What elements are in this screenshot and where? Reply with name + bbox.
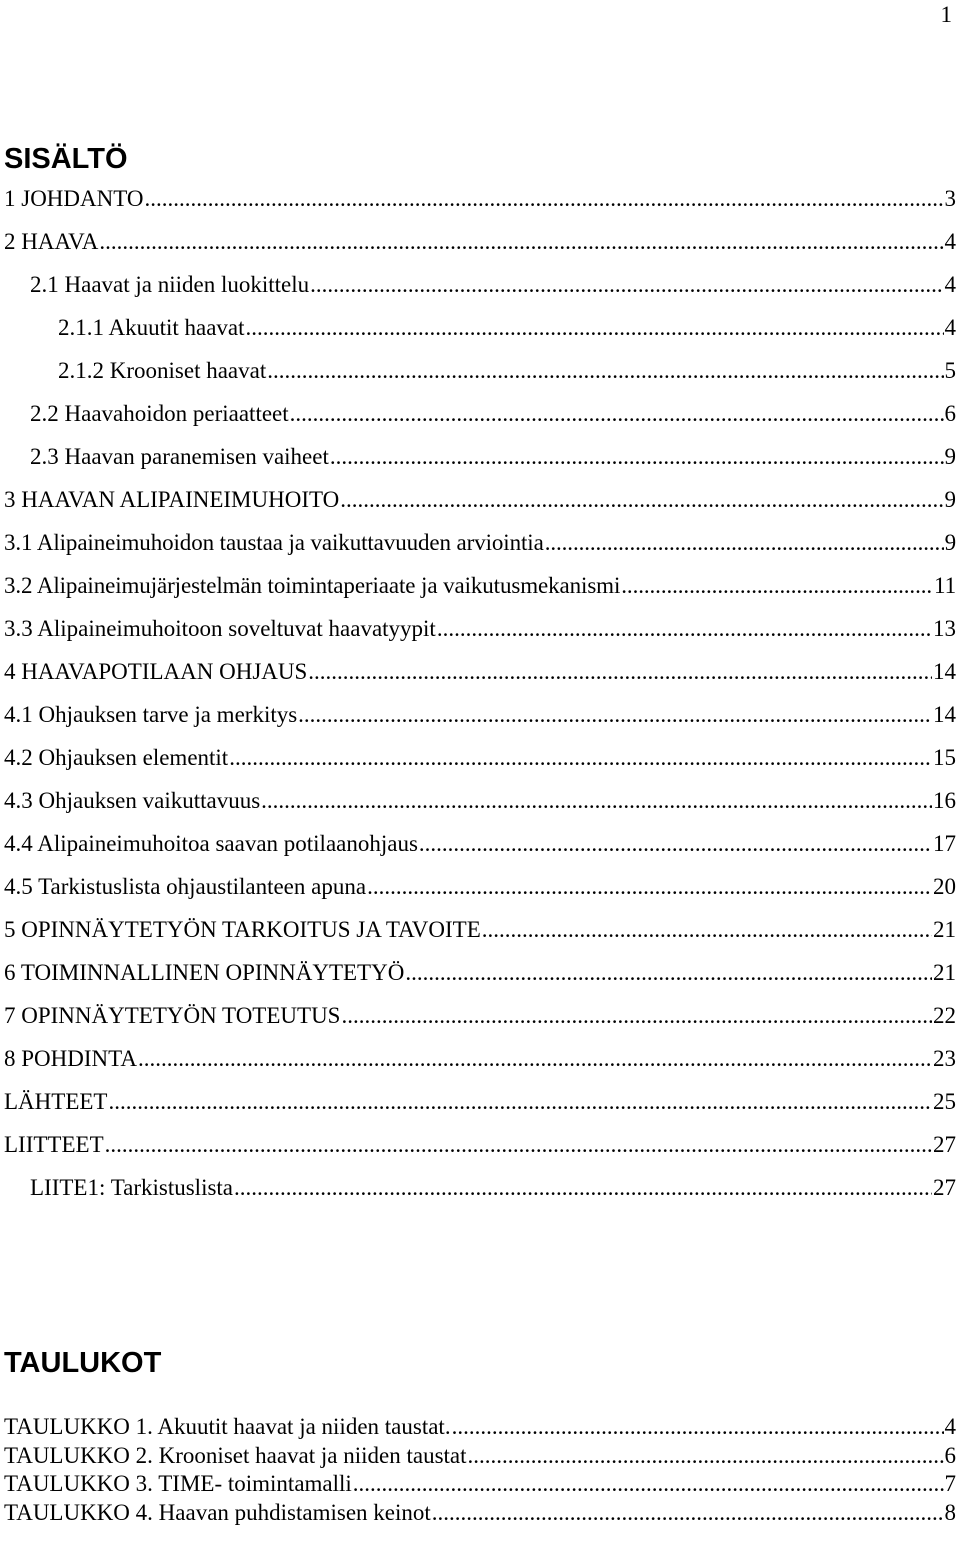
dot-leader	[267, 349, 943, 392]
entry-title: TAULUKKO 3. TIME- toimintamalli	[4, 1471, 352, 1497]
toc-entry[interactable]	[0, 1166, 958, 1209]
entry-page-number: 6	[944, 401, 956, 426]
entry-page-number: 4	[944, 272, 956, 297]
toc-entry[interactable]	[0, 994, 958, 1037]
entry-page-number: 9	[944, 444, 956, 469]
toc-entry[interactable]	[0, 951, 958, 994]
entry-page-number: 9	[944, 487, 956, 512]
toc-entry[interactable]	[0, 1413, 958, 1442]
entry-title: 3.2 Alipaineimujärjestelmän toimintaperiaate ja vaikutusmekanismi	[4, 573, 621, 598]
toc-entry[interactable]	[0, 1442, 958, 1471]
entry-page-number: 22	[933, 1003, 956, 1028]
toc-entry[interactable]	[0, 650, 958, 693]
dot-leader	[468, 1442, 944, 1471]
dot-leader	[108, 1080, 932, 1123]
toc-entry[interactable]	[0, 521, 958, 564]
dot-leader	[437, 607, 932, 650]
toc-heading: SISÄLTÖ	[4, 143, 128, 175]
entry-page-number: 3	[944, 186, 956, 211]
dot-leader	[246, 306, 944, 349]
toc-entry[interactable]	[0, 1499, 958, 1528]
toc-entry[interactable]	[0, 1080, 958, 1123]
dot-leader	[310, 263, 943, 306]
entry-page-number: 21	[933, 960, 956, 985]
entry-page-number: 5	[944, 358, 956, 383]
toc-entry[interactable]	[0, 478, 958, 521]
dot-leader	[340, 478, 943, 521]
entry-title: 5 OPINNÄYTETYÖN TARKOITUS JA TAVOITE	[4, 917, 481, 942]
dot-leader	[229, 736, 932, 779]
entry-title: 6 TOIMINNALLINEN OPINNÄYTETYÖ	[4, 960, 405, 985]
toc-entry[interactable]	[0, 1037, 958, 1080]
dot-leader	[432, 1499, 944, 1528]
dot-leader	[367, 865, 932, 908]
toc-list	[0, 177, 958, 1209]
entry-title: 8 POHDINTA	[4, 1046, 137, 1071]
entry-title: 4.3 Ohjauksen vaikuttavuus	[4, 788, 261, 813]
entry-title: TAULUKKO 2. Krooniset haavat ja niiden taustat	[4, 1442, 467, 1468]
toc-entry[interactable]	[0, 908, 958, 951]
dot-leader	[105, 1123, 932, 1166]
entry-title: 2.3 Haavan paranemisen vaiheet	[30, 444, 329, 469]
toc-entry[interactable]	[0, 736, 958, 779]
entry-title: TAULUKKO 1. Akuutit haavat ja niiden taustat.	[4, 1414, 451, 1439]
toc-entry[interactable]	[0, 392, 958, 435]
page-number: 1	[940, 2, 952, 27]
entry-title: 1 JOHDANTO	[4, 186, 144, 211]
entry-page-number: 7	[944, 1471, 956, 1497]
entry-title: 2 HAAVA	[4, 229, 99, 254]
entry-title: LIITTEET	[4, 1132, 104, 1157]
entry-page-number: 13	[933, 616, 956, 641]
entry-title: 2.1 Haavat ja niiden luokittelu	[30, 272, 310, 297]
entry-title: 4.4 Alipaineimuhoitoa saavan potilaanohjaus	[4, 831, 418, 856]
entry-title: 3 HAAVAN ALIPAINEIMUHOITO	[4, 487, 340, 512]
toc-entry[interactable]	[0, 865, 958, 908]
toc-entry[interactable]	[0, 779, 958, 822]
entry-page-number: 15	[933, 745, 956, 770]
toc-entry[interactable]	[0, 349, 958, 392]
dot-leader	[419, 822, 932, 865]
entry-title: 4 HAAVAPOTILAAN OHJAUS	[4, 659, 308, 684]
entry-page-number: 14	[933, 659, 956, 684]
entry-title: 2.1.2 Krooniset haavat	[58, 358, 267, 383]
entry-title: 4.5 Tarkistuslista ohjaustilanteen apuna	[4, 874, 367, 899]
dot-leader	[405, 951, 932, 994]
dot-leader	[308, 650, 932, 693]
dot-leader	[261, 779, 932, 822]
tables-list	[0, 1413, 958, 1528]
entry-page-number: 21	[933, 917, 956, 942]
entry-page-number: 23	[933, 1046, 956, 1071]
entry-page-number: 4	[944, 315, 956, 340]
entry-title: 4.1 Ohjauksen tarve ja merkitys	[4, 702, 298, 727]
entry-page-number: 16	[933, 788, 956, 813]
dot-leader	[482, 908, 932, 951]
dot-leader	[145, 177, 944, 220]
toc-entry[interactable]	[0, 693, 958, 736]
entry-page-number: 4	[944, 1414, 956, 1439]
entry-title: LIITE1: Tarkistuslista	[30, 1175, 234, 1200]
toc-entry[interactable]	[0, 306, 958, 349]
entry-page-number: 14	[933, 702, 956, 727]
dot-leader	[341, 994, 932, 1037]
toc-entry[interactable]	[0, 607, 958, 650]
entry-title: LÄHTEET	[4, 1089, 108, 1114]
entry-title: 2.2 Haavahoidon periaatteet	[30, 401, 289, 426]
dot-leader	[330, 435, 944, 478]
toc-entry[interactable]	[0, 435, 958, 478]
entry-page-number: 4	[944, 229, 956, 254]
entry-page-number: 20	[933, 874, 956, 899]
entry-page-number: 9	[944, 530, 956, 555]
dot-leader	[290, 392, 944, 435]
toc-entry[interactable]	[0, 822, 958, 865]
dot-leader	[99, 220, 943, 263]
tables-heading: TAULUKOT	[4, 1347, 162, 1379]
dot-leader	[138, 1037, 932, 1080]
dot-leader	[298, 693, 932, 736]
toc-entry[interactable]	[0, 1470, 958, 1499]
entry-page-number: 27	[933, 1175, 956, 1200]
entry-title: 7 OPINNÄYTETYÖN TOTEUTUS	[4, 1003, 341, 1028]
entry-page-number: 27	[933, 1132, 956, 1157]
dot-leader	[621, 564, 933, 607]
entry-title: 4.2 Ohjauksen elementit	[4, 745, 229, 770]
entry-page-number: 25	[933, 1089, 956, 1114]
entry-title: 3.3 Alipaineimuhoitoon soveltuvat haavatyypit	[4, 616, 436, 641]
entry-page-number: 11	[934, 573, 956, 598]
entry-title: 3.1 Alipaineimuhoidon taustaa ja vaikuttavuuden arviointia	[4, 530, 544, 555]
toc-entry[interactable]	[0, 177, 958, 220]
entry-title: 2.1.1 Akuutit haavat	[58, 315, 245, 340]
toc-entry[interactable]	[0, 220, 958, 263]
toc-entry[interactable]	[0, 263, 958, 306]
toc-entry[interactable]	[0, 564, 958, 607]
entry-title: TAULUKKO 4. Haavan puhdistamisen keinot	[4, 1500, 431, 1526]
dot-leader	[234, 1166, 932, 1209]
entry-page-number: 17	[933, 831, 956, 856]
dot-leader	[353, 1470, 944, 1499]
toc-entry[interactable]	[0, 1123, 958, 1166]
dot-leader	[545, 521, 944, 564]
entry-page-number: 6	[944, 1442, 956, 1468]
dot-leader	[452, 1413, 944, 1442]
entry-page-number: 8	[944, 1500, 956, 1526]
